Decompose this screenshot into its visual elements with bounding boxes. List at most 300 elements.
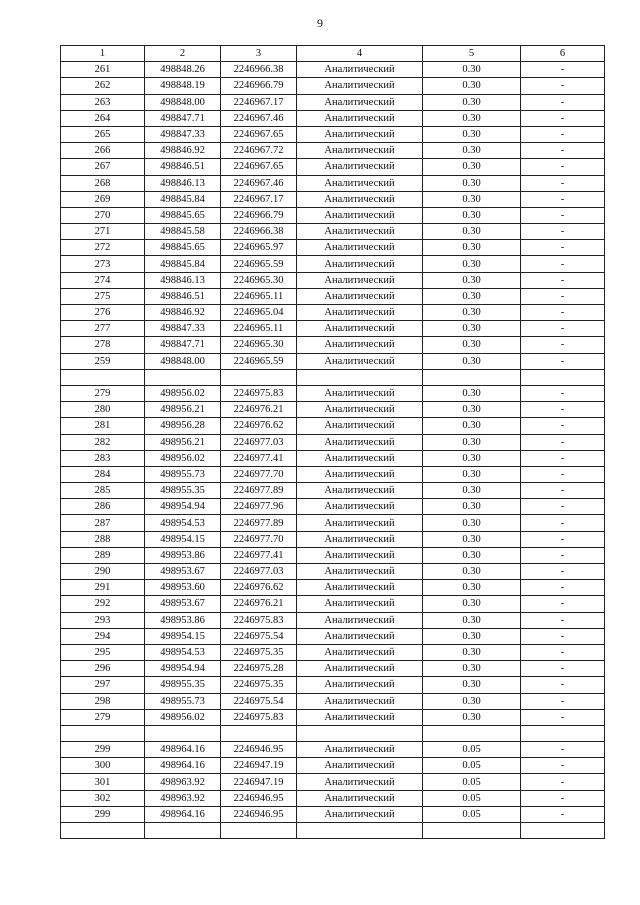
cell-x: 498953.86 bbox=[145, 547, 221, 563]
cell-method: Аналитический bbox=[297, 499, 423, 515]
cell-method: Аналитический bbox=[297, 693, 423, 709]
cell-y: 2246947.19 bbox=[221, 758, 297, 774]
cell-description bbox=[521, 823, 605, 839]
cell-y: 2246947.19 bbox=[221, 774, 297, 790]
cell-point-number: 299 bbox=[61, 806, 145, 822]
cell-point-number: 269 bbox=[61, 191, 145, 207]
cell-x: 498847.71 bbox=[145, 110, 221, 126]
cell-point-number: 302 bbox=[61, 790, 145, 806]
cell-description: - bbox=[521, 337, 605, 353]
header-cell-y: 3 bbox=[221, 46, 297, 62]
cell-point-number: 264 bbox=[61, 110, 145, 126]
cell-point-number: 278 bbox=[61, 337, 145, 353]
cell-accuracy: 0.30 bbox=[423, 321, 521, 337]
cell-description: - bbox=[521, 628, 605, 644]
cell-point-number: 275 bbox=[61, 288, 145, 304]
cell-x: 498964.16 bbox=[145, 758, 221, 774]
table-row bbox=[61, 159, 605, 175]
cell-y: 2246965.59 bbox=[221, 256, 297, 272]
cell-method: Аналитический bbox=[297, 207, 423, 223]
cell-method: Аналитический bbox=[297, 191, 423, 207]
cell-point-number: 270 bbox=[61, 207, 145, 223]
cell-x bbox=[145, 369, 221, 385]
cell-method: Аналитический bbox=[297, 531, 423, 547]
cell-y: 2246977.03 bbox=[221, 434, 297, 450]
cell-x: 498845.65 bbox=[145, 207, 221, 223]
cell-y: 2246977.89 bbox=[221, 515, 297, 531]
cell-y: 2246976.62 bbox=[221, 418, 297, 434]
cell-x: 498956.28 bbox=[145, 418, 221, 434]
cell-y: 2246946.95 bbox=[221, 742, 297, 758]
table-row bbox=[61, 353, 605, 369]
table-row bbox=[61, 143, 605, 159]
cell-description: - bbox=[521, 709, 605, 725]
cell-method: Аналитический bbox=[297, 402, 423, 418]
cell-description: - bbox=[521, 78, 605, 94]
table-row bbox=[61, 580, 605, 596]
cell-method: Аналитический bbox=[297, 434, 423, 450]
cell-description: - bbox=[521, 207, 605, 223]
cell-description: - bbox=[521, 466, 605, 482]
cell-point-number bbox=[61, 369, 145, 385]
cell-accuracy: 0.30 bbox=[423, 418, 521, 434]
cell-x: 498956.02 bbox=[145, 450, 221, 466]
cell-accuracy: 0.30 bbox=[423, 337, 521, 353]
cell-x: 498846.13 bbox=[145, 175, 221, 191]
cell-method: Аналитический bbox=[297, 580, 423, 596]
cell-x: 498846.13 bbox=[145, 272, 221, 288]
table-row bbox=[61, 725, 605, 741]
table-row bbox=[61, 240, 605, 256]
table-row bbox=[61, 612, 605, 628]
cell-accuracy: 0.30 bbox=[423, 126, 521, 142]
cell-description: - bbox=[521, 256, 605, 272]
cell-point-number: 290 bbox=[61, 564, 145, 580]
cell-method: Аналитический bbox=[297, 110, 423, 126]
cell-point-number: 295 bbox=[61, 644, 145, 660]
cell-accuracy: 0.30 bbox=[423, 499, 521, 515]
cell-accuracy: 0.30 bbox=[423, 110, 521, 126]
header-cell-description: 6 bbox=[521, 46, 605, 62]
table-row bbox=[61, 677, 605, 693]
cell-method: Аналитический bbox=[297, 596, 423, 612]
table-row bbox=[61, 466, 605, 482]
cell-x: 498845.84 bbox=[145, 191, 221, 207]
cell-y: 2246967.65 bbox=[221, 159, 297, 175]
cell-y: 2246965.04 bbox=[221, 305, 297, 321]
cell-y: 2246967.72 bbox=[221, 143, 297, 159]
cell-x bbox=[145, 725, 221, 741]
cell-method: Аналитический bbox=[297, 758, 423, 774]
cell-method: Аналитический bbox=[297, 143, 423, 159]
cell-accuracy: 0.05 bbox=[423, 742, 521, 758]
cell-method: Аналитический bbox=[297, 515, 423, 531]
cell-accuracy: 0.30 bbox=[423, 483, 521, 499]
cell-point-number: 293 bbox=[61, 612, 145, 628]
header-cell-point-number: 1 bbox=[61, 46, 145, 62]
cell-accuracy bbox=[423, 369, 521, 385]
cell-method: Аналитический bbox=[297, 353, 423, 369]
cell-accuracy: 0.05 bbox=[423, 806, 521, 822]
cell-y: 2246975.83 bbox=[221, 612, 297, 628]
table-row bbox=[61, 305, 605, 321]
cell-y: 2246977.41 bbox=[221, 450, 297, 466]
cell-accuracy: 0.30 bbox=[423, 62, 521, 78]
cell-y: 2246967.46 bbox=[221, 110, 297, 126]
cell-x: 498956.02 bbox=[145, 709, 221, 725]
cell-description: - bbox=[521, 305, 605, 321]
cell-description: - bbox=[521, 159, 605, 175]
cell-y: 2246946.95 bbox=[221, 806, 297, 822]
table-row bbox=[61, 483, 605, 499]
cell-x: 498956.02 bbox=[145, 385, 221, 401]
table-row bbox=[61, 369, 605, 385]
cell-accuracy: 0.30 bbox=[423, 288, 521, 304]
cell-y bbox=[221, 725, 297, 741]
cell-accuracy: 0.30 bbox=[423, 385, 521, 401]
cell-accuracy: 0.05 bbox=[423, 790, 521, 806]
cell-description: - bbox=[521, 434, 605, 450]
cell-y: 2246977.03 bbox=[221, 564, 297, 580]
cell-description: - bbox=[521, 806, 605, 822]
cell-method: Аналитический bbox=[297, 126, 423, 142]
cell-x: 498846.92 bbox=[145, 305, 221, 321]
cell-point-number: 271 bbox=[61, 224, 145, 240]
cell-x: 498955.73 bbox=[145, 693, 221, 709]
cell-y: 2246977.41 bbox=[221, 547, 297, 563]
cell-description: - bbox=[521, 62, 605, 78]
table-row bbox=[61, 693, 605, 709]
table-row bbox=[61, 790, 605, 806]
cell-accuracy: 0.30 bbox=[423, 159, 521, 175]
cell-y: 2246975.54 bbox=[221, 693, 297, 709]
cell-point-number: 291 bbox=[61, 580, 145, 596]
table-row bbox=[61, 78, 605, 94]
cell-x: 498955.35 bbox=[145, 483, 221, 499]
cell-x: 498846.51 bbox=[145, 159, 221, 175]
cell-point-number: 265 bbox=[61, 126, 145, 142]
table-row bbox=[61, 661, 605, 677]
cell-description: - bbox=[521, 353, 605, 369]
cell-y: 2246965.97 bbox=[221, 240, 297, 256]
cell-accuracy: 0.30 bbox=[423, 402, 521, 418]
table-row bbox=[61, 272, 605, 288]
page-number: 9 bbox=[317, 16, 323, 30]
header-cell-x: 2 bbox=[145, 46, 221, 62]
cell-point-number: 267 bbox=[61, 159, 145, 175]
cell-point-number: 297 bbox=[61, 677, 145, 693]
cell-method: Аналитический bbox=[297, 547, 423, 563]
cell-x: 498953.86 bbox=[145, 612, 221, 628]
cell-point-number: 279 bbox=[61, 385, 145, 401]
cell-method: Аналитический bbox=[297, 644, 423, 660]
cell-accuracy: 0.05 bbox=[423, 758, 521, 774]
cell-method: Аналитический bbox=[297, 790, 423, 806]
cell-point-number: 286 bbox=[61, 499, 145, 515]
cell-y: 2246965.30 bbox=[221, 272, 297, 288]
cell-y: 2246966.79 bbox=[221, 207, 297, 223]
cell-y: 2246975.83 bbox=[221, 709, 297, 725]
cell-accuracy: 0.30 bbox=[423, 531, 521, 547]
cell-accuracy: 0.30 bbox=[423, 564, 521, 580]
cell-description: - bbox=[521, 110, 605, 126]
cell-point-number: 289 bbox=[61, 547, 145, 563]
cell-description: - bbox=[521, 661, 605, 677]
cell-y: 2246965.11 bbox=[221, 288, 297, 304]
cell-accuracy: 0.30 bbox=[423, 709, 521, 725]
cell-description: - bbox=[521, 143, 605, 159]
cell-accuracy: 0.30 bbox=[423, 94, 521, 110]
cell-x: 498954.53 bbox=[145, 644, 221, 660]
cell-point-number: 288 bbox=[61, 531, 145, 547]
cell-description: - bbox=[521, 126, 605, 142]
cell-y bbox=[221, 823, 297, 839]
table-row bbox=[61, 288, 605, 304]
cell-y: 2246967.17 bbox=[221, 94, 297, 110]
cell-point-number: 300 bbox=[61, 758, 145, 774]
cell-y: 2246975.83 bbox=[221, 385, 297, 401]
cell-point-number: 263 bbox=[61, 94, 145, 110]
cell-method: Аналитический bbox=[297, 175, 423, 191]
cell-y: 2246965.11 bbox=[221, 321, 297, 337]
header-row bbox=[61, 46, 605, 62]
cell-accuracy: 0.30 bbox=[423, 661, 521, 677]
table-row bbox=[61, 337, 605, 353]
cell-accuracy: 0.30 bbox=[423, 240, 521, 256]
cell-method: Аналитический bbox=[297, 612, 423, 628]
cell-y: 2246966.38 bbox=[221, 62, 297, 78]
cell-point-number: 296 bbox=[61, 661, 145, 677]
cell-point-number: 294 bbox=[61, 628, 145, 644]
cell-x: 498956.21 bbox=[145, 402, 221, 418]
cell-y: 2246977.96 bbox=[221, 499, 297, 515]
cell-description: - bbox=[521, 175, 605, 191]
cell-point-number: 282 bbox=[61, 434, 145, 450]
cell-method: Аналитический bbox=[297, 774, 423, 790]
cell-point-number: 273 bbox=[61, 256, 145, 272]
cell-y: 2246966.79 bbox=[221, 78, 297, 94]
cell-method: Аналитический bbox=[297, 677, 423, 693]
cell-method: Аналитический bbox=[297, 385, 423, 401]
cell-x: 498846.51 bbox=[145, 288, 221, 304]
table-row bbox=[61, 385, 605, 401]
cell-y: 2246977.70 bbox=[221, 466, 297, 482]
cell-method bbox=[297, 369, 423, 385]
cell-description: - bbox=[521, 774, 605, 790]
cell-description: - bbox=[521, 758, 605, 774]
cell-point-number: 272 bbox=[61, 240, 145, 256]
cell-method bbox=[297, 725, 423, 741]
table-row bbox=[61, 207, 605, 223]
cell-accuracy: 0.30 bbox=[423, 628, 521, 644]
cell-accuracy: 0.30 bbox=[423, 143, 521, 159]
cell-x: 498956.21 bbox=[145, 434, 221, 450]
cell-description: - bbox=[521, 564, 605, 580]
cell-accuracy: 0.30 bbox=[423, 547, 521, 563]
table-row bbox=[61, 499, 605, 515]
cell-y: 2246975.35 bbox=[221, 644, 297, 660]
cell-x: 498848.00 bbox=[145, 94, 221, 110]
cell-description: - bbox=[521, 515, 605, 531]
cell-point-number: 281 bbox=[61, 418, 145, 434]
cell-x: 498964.16 bbox=[145, 806, 221, 822]
cell-x: 498955.73 bbox=[145, 466, 221, 482]
cell-description: - bbox=[521, 742, 605, 758]
cell-point-number: 261 bbox=[61, 62, 145, 78]
cell-y: 2246977.89 bbox=[221, 483, 297, 499]
cell-accuracy: 0.30 bbox=[423, 677, 521, 693]
cell-x: 498848.00 bbox=[145, 353, 221, 369]
cell-description: - bbox=[521, 693, 605, 709]
cell-x: 498845.84 bbox=[145, 256, 221, 272]
cell-point-number: 284 bbox=[61, 466, 145, 482]
table-row bbox=[61, 547, 605, 563]
cell-accuracy: 0.30 bbox=[423, 224, 521, 240]
cell-description: - bbox=[521, 418, 605, 434]
cell-x: 498953.60 bbox=[145, 580, 221, 596]
table-row bbox=[61, 434, 605, 450]
cell-accuracy: 0.05 bbox=[423, 774, 521, 790]
cell-method: Аналитический bbox=[297, 288, 423, 304]
table-row bbox=[61, 224, 605, 240]
table-row bbox=[61, 531, 605, 547]
cell-point-number bbox=[61, 823, 145, 839]
cell-description: - bbox=[521, 483, 605, 499]
cell-y: 2246976.21 bbox=[221, 596, 297, 612]
cell-accuracy: 0.30 bbox=[423, 515, 521, 531]
cell-y: 2246976.62 bbox=[221, 580, 297, 596]
cell-accuracy bbox=[423, 725, 521, 741]
cell-method: Аналитический bbox=[297, 709, 423, 725]
cell-description: - bbox=[521, 224, 605, 240]
cell-x: 498955.35 bbox=[145, 677, 221, 693]
cell-method: Аналитический bbox=[297, 564, 423, 580]
cell-y: 2246946.95 bbox=[221, 790, 297, 806]
cell-description: - bbox=[521, 191, 605, 207]
cell-method: Аналитический bbox=[297, 256, 423, 272]
table-row bbox=[61, 742, 605, 758]
cell-x: 498847.33 bbox=[145, 126, 221, 142]
cell-method: Аналитический bbox=[297, 224, 423, 240]
cell-x: 498954.53 bbox=[145, 515, 221, 531]
cell-description: - bbox=[521, 385, 605, 401]
header-cell-method: 4 bbox=[297, 46, 423, 62]
cell-point-number bbox=[61, 725, 145, 741]
cell-x: 498845.58 bbox=[145, 224, 221, 240]
header-cell-accuracy: 5 bbox=[423, 46, 521, 62]
table-body bbox=[61, 62, 605, 839]
cell-method: Аналитический bbox=[297, 742, 423, 758]
cell-method: Аналитический bbox=[297, 94, 423, 110]
cell-description: - bbox=[521, 531, 605, 547]
cell-method: Аналитический bbox=[297, 450, 423, 466]
cell-y: 2246967.17 bbox=[221, 191, 297, 207]
cell-y: 2246975.54 bbox=[221, 628, 297, 644]
table-row bbox=[61, 94, 605, 110]
cell-method: Аналитический bbox=[297, 661, 423, 677]
cell-point-number: 301 bbox=[61, 774, 145, 790]
cell-description: - bbox=[521, 450, 605, 466]
table-row bbox=[61, 110, 605, 126]
cell-description: - bbox=[521, 790, 605, 806]
cell-method bbox=[297, 823, 423, 839]
cell-x bbox=[145, 823, 221, 839]
cell-x: 498847.33 bbox=[145, 321, 221, 337]
cell-accuracy: 0.30 bbox=[423, 78, 521, 94]
cell-description: - bbox=[521, 272, 605, 288]
cell-description: - bbox=[521, 596, 605, 612]
cell-x: 498848.26 bbox=[145, 62, 221, 78]
cell-accuracy: 0.30 bbox=[423, 434, 521, 450]
cell-x: 498846.92 bbox=[145, 143, 221, 159]
table-row bbox=[61, 256, 605, 272]
cell-method: Аналитический bbox=[297, 321, 423, 337]
table-row bbox=[61, 628, 605, 644]
cell-y: 2246967.46 bbox=[221, 175, 297, 191]
table-row bbox=[61, 806, 605, 822]
cell-method: Аналитический bbox=[297, 418, 423, 434]
cell-x: 498954.15 bbox=[145, 531, 221, 547]
cell-description: - bbox=[521, 499, 605, 515]
cell-method: Аналитический bbox=[297, 272, 423, 288]
cell-accuracy: 0.30 bbox=[423, 644, 521, 660]
cell-accuracy: 0.30 bbox=[423, 272, 521, 288]
cell-point-number: 299 bbox=[61, 742, 145, 758]
table-row bbox=[61, 402, 605, 418]
cell-accuracy: 0.30 bbox=[423, 596, 521, 612]
cell-y: 2246965.59 bbox=[221, 353, 297, 369]
cell-description bbox=[521, 725, 605, 741]
cell-description: - bbox=[521, 644, 605, 660]
table-row bbox=[61, 175, 605, 191]
cell-accuracy: 0.30 bbox=[423, 175, 521, 191]
cell-point-number: 283 bbox=[61, 450, 145, 466]
cell-description: - bbox=[521, 94, 605, 110]
cell-x: 498953.67 bbox=[145, 596, 221, 612]
table-row bbox=[61, 515, 605, 531]
cell-method: Аналитический bbox=[297, 240, 423, 256]
cell-description: - bbox=[521, 677, 605, 693]
cell-accuracy: 0.30 bbox=[423, 256, 521, 272]
cell-method: Аналитический bbox=[297, 305, 423, 321]
table-row bbox=[61, 564, 605, 580]
cell-description bbox=[521, 369, 605, 385]
cell-method: Аналитический bbox=[297, 337, 423, 353]
cell-point-number: 279 bbox=[61, 709, 145, 725]
cell-x: 498847.71 bbox=[145, 337, 221, 353]
table-row bbox=[61, 596, 605, 612]
cell-method: Аналитический bbox=[297, 806, 423, 822]
cell-accuracy: 0.30 bbox=[423, 191, 521, 207]
cell-point-number: 277 bbox=[61, 321, 145, 337]
table-row bbox=[61, 774, 605, 790]
table-row bbox=[61, 644, 605, 660]
table-row bbox=[61, 321, 605, 337]
cell-method: Аналитический bbox=[297, 62, 423, 78]
cell-description: - bbox=[521, 580, 605, 596]
cell-x: 498954.94 bbox=[145, 661, 221, 677]
cell-x: 498848.19 bbox=[145, 78, 221, 94]
cell-accuracy: 0.30 bbox=[423, 580, 521, 596]
cell-description: - bbox=[521, 321, 605, 337]
table-header bbox=[61, 46, 605, 62]
table-row bbox=[61, 709, 605, 725]
table-row bbox=[61, 62, 605, 78]
cell-point-number: 287 bbox=[61, 515, 145, 531]
cell-x: 498963.92 bbox=[145, 790, 221, 806]
cell-accuracy bbox=[423, 823, 521, 839]
cell-y: 2246965.30 bbox=[221, 337, 297, 353]
